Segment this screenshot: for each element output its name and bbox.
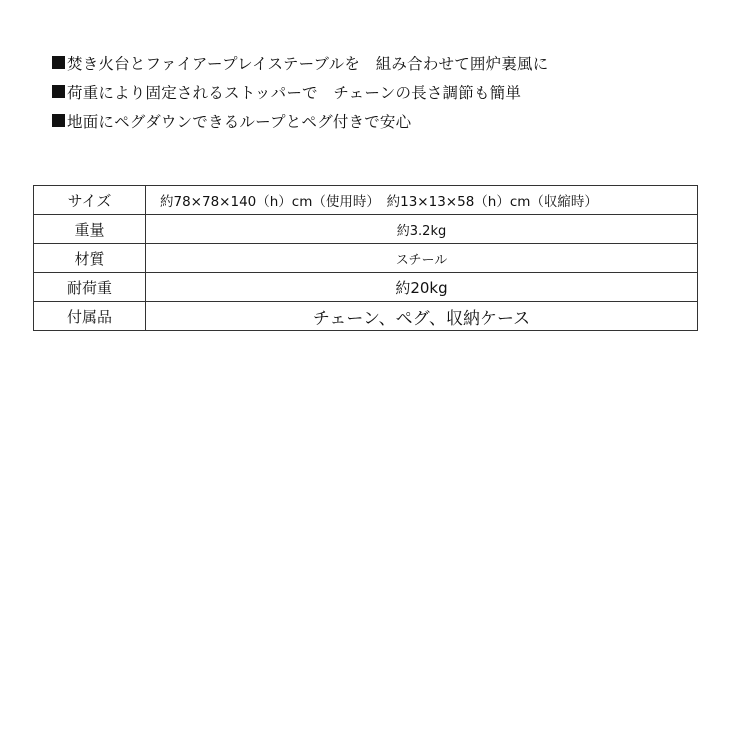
square-bullet-icon <box>52 56 65 69</box>
spec-label: 耐荷重 <box>34 273 146 302</box>
spec-table <box>33 185 698 331</box>
feature-text: 地面にペグダウンできるループとペグ付きで安心 <box>67 112 412 131</box>
spec-row-size <box>34 186 698 215</box>
square-bullet-icon <box>52 85 65 98</box>
feature-item <box>52 77 712 106</box>
spec-value: スチール <box>146 244 698 273</box>
feature-list <box>52 48 712 135</box>
feature-item <box>52 106 712 135</box>
feature-text: 焚き火台とファイアープレイステーブルを 組み合わせて囲炉裏風に <box>67 54 549 73</box>
spec-row-load-capacity <box>34 273 698 302</box>
spec-label: 付属品 <box>34 302 146 331</box>
spec-value: 約20kg <box>146 273 698 302</box>
spec-value: 約78×78×140（h）cm（使用時） 約13×13×58（h）cm（収縮時） <box>146 186 698 215</box>
spec-row-weight <box>34 215 698 244</box>
spec-label: 材質 <box>34 244 146 273</box>
spec-row-accessories <box>34 302 698 331</box>
square-bullet-icon <box>52 114 65 127</box>
feature-item <box>52 48 712 77</box>
spec-row-material <box>34 244 698 273</box>
spec-label: 重量 <box>34 215 146 244</box>
spec-value: チェーン、ペグ、収納ケース <box>146 302 698 331</box>
spec-value: 約3.2kg <box>146 215 698 244</box>
feature-text: 荷重により固定されるストッパーで チェーンの長さ調節も簡単 <box>67 83 522 102</box>
spec-label: サイズ <box>34 186 146 215</box>
